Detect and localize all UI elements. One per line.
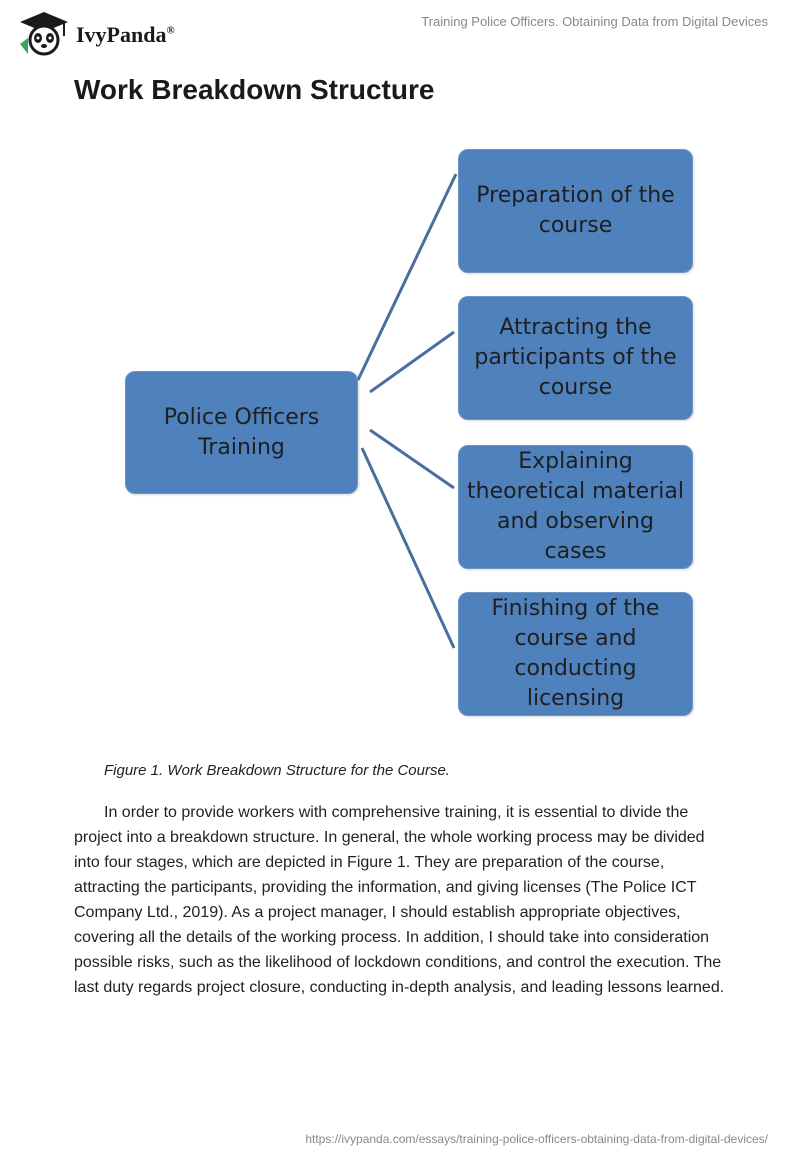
wbs-diagram xyxy=(100,140,720,730)
wbs-box-preparation xyxy=(458,149,693,273)
ivypanda-logo[interactable] xyxy=(16,8,175,58)
connector-line-1 xyxy=(358,174,456,380)
connector-line-2 xyxy=(370,332,454,392)
wbs-box-attracting xyxy=(458,296,693,420)
wbs-box-explaining xyxy=(458,445,693,569)
wbs-box-finishing xyxy=(458,592,693,716)
connector-line-3 xyxy=(370,430,454,488)
panda-mascot-icon xyxy=(16,8,72,58)
wbs-box-label: Preparation of the course xyxy=(476,183,675,238)
figure-caption: Figure 1. Work Breakdown Structure for the Course. xyxy=(104,762,450,779)
logo-text: IvyPanda® xyxy=(76,22,175,47)
wbs-box-label: Attracting the participants of the course xyxy=(474,315,677,400)
body-paragraph: In order to provide workers with comprehensive training, it is essential to divide the project into a breakdown structure. In general, the whole working process may be divided into four stages, which are depicted in Figure 1. They are preparation of the course, attracting the participants, providing the information, and giving licenses (The Police ICT Company Ltd., 2019). As a project manager, I should establish appropriate objectives, covering all the details of the working process. In addition, I should take into consideration possible risks, such as the likelihood of lockdown conditions, and control the execution. The last duty regards project closure, conducting in-depth analysis, and leading lessons learned. xyxy=(74,804,725,996)
wbs-box-label: Explaining theoretical material and observing cases xyxy=(467,449,684,564)
footer-url-link[interactable]: https://ivypanda.com/essays/training-police-officers-obtaining-data-from-digital-devices/ xyxy=(305,1132,768,1146)
wbs-root-box xyxy=(125,371,358,494)
section-title: Work Breakdown Structure xyxy=(74,74,435,105)
wbs-box-label: Finishing of the course and conducting licensing xyxy=(491,596,660,711)
wbs-root-label: Police Officers Training xyxy=(163,404,320,460)
running-title: Training Police Officers. Obtaining Data from Digital Devices xyxy=(421,14,768,29)
